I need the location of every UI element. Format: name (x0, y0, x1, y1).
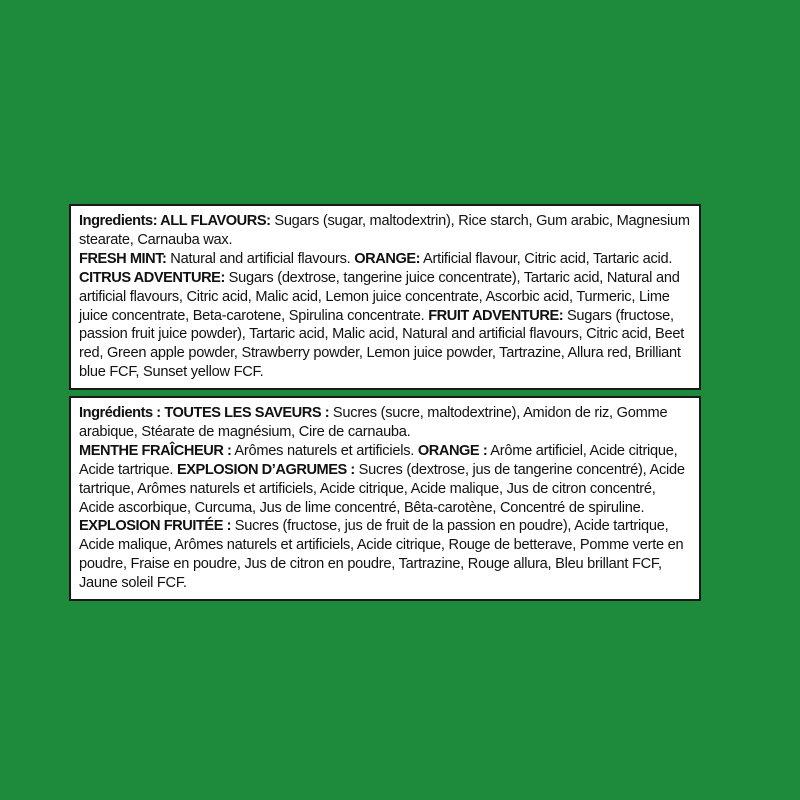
french-ingredients-panel (69, 396, 701, 601)
orange-label-fr: ORANGE : (417, 442, 488, 459)
english-ingredients-panel (69, 204, 701, 390)
orange-text-fr: Arôme artificiel, Acide citrique, Acide tartrique. (79, 442, 678, 478)
menthe-fraicheur-label: MENTHE FRAÎCHEUR : (79, 442, 232, 459)
fruit-adventure-label: FRUIT ADVENTURE: (428, 307, 564, 324)
fruit-adventure-text: Sugars (fructose, passion fruit juice powder), Tartaric acid, Malic acid, Natural and artificial flavours, Citric acid, Beet red, Green apple powder, Strawberry powder, Lemon juice powder, Tartrazine, Allura red, Brilliant blue FCF, Sunset yellow FCF. (79, 307, 685, 381)
explosion-agrumes-label: EXPLOSION D’AGRUMES : (176, 461, 355, 478)
explosion-agrumes-text: Sucres (dextrose, jus de tangerine concentré), Acide tartrique, Arômes naturels et artificiels, Acide citrique, Acide malique, Jus de citron concentré, Acide ascorbique, Curcuma, Jus de lime concentré, Bêta-carotène, Concentré de spiruline. (79, 461, 685, 516)
orange-label: ORANGE: (354, 250, 421, 267)
fresh-mint-label: FRESH MINT: (79, 250, 167, 267)
all-flavours-text: Sugars (sugar, maltodextrin), Rice starch, Gum arabic, Magnesium stearate, Carnauba wax. (79, 213, 690, 248)
ingredients-heading-fr: Ingrédients : TOUTES LES SAVEURS : (79, 405, 330, 421)
orange-text: Artificial flavour, Citric acid, Tartaric acid. (420, 250, 673, 267)
toutes-saveurs-text: Sucres (sucre, maltodextrine), Amidon de riz, Gomme arabique, Stéarate de magnésium, Cire de carnauba. (79, 405, 668, 440)
explosion-fruitee-text: Sucres (fructose, jus de fruit de la passion en poudre), Acide tartrique, Acide malique, Arômes naturels et artificiels, Acide citrique, Rouge de betterave, Pomme verte en poudre, Fraise en poudre, Jus de citron en poudre, Tartrazine, Rouge allura, Bleu brillant FCF, Jaune soleil FCF. (79, 518, 684, 592)
menthe-fraicheur-text: Arômes naturels et artificiels. (231, 442, 418, 459)
explosion-fruitee-label: EXPLOSION FRUITÉE : (79, 518, 231, 535)
ingredients-heading: Ingredients: ALL FLAVOURS: (79, 213, 271, 229)
fresh-mint-text: Natural and artificial flavours. (166, 250, 355, 267)
citrus-adventure-label: CITRUS ADVENTURE: (79, 269, 225, 286)
citrus-adventure-text: Sugars (dextrose, tangerine juice concentrate), Tartaric acid, Natural and artificial flavours, Citric acid, Malic acid, Lemon juice concentrate, Ascorbic acid, Turmeric, Lime juice concentrate, Beta-carotene, Spirulina concentrate. (79, 269, 680, 324)
